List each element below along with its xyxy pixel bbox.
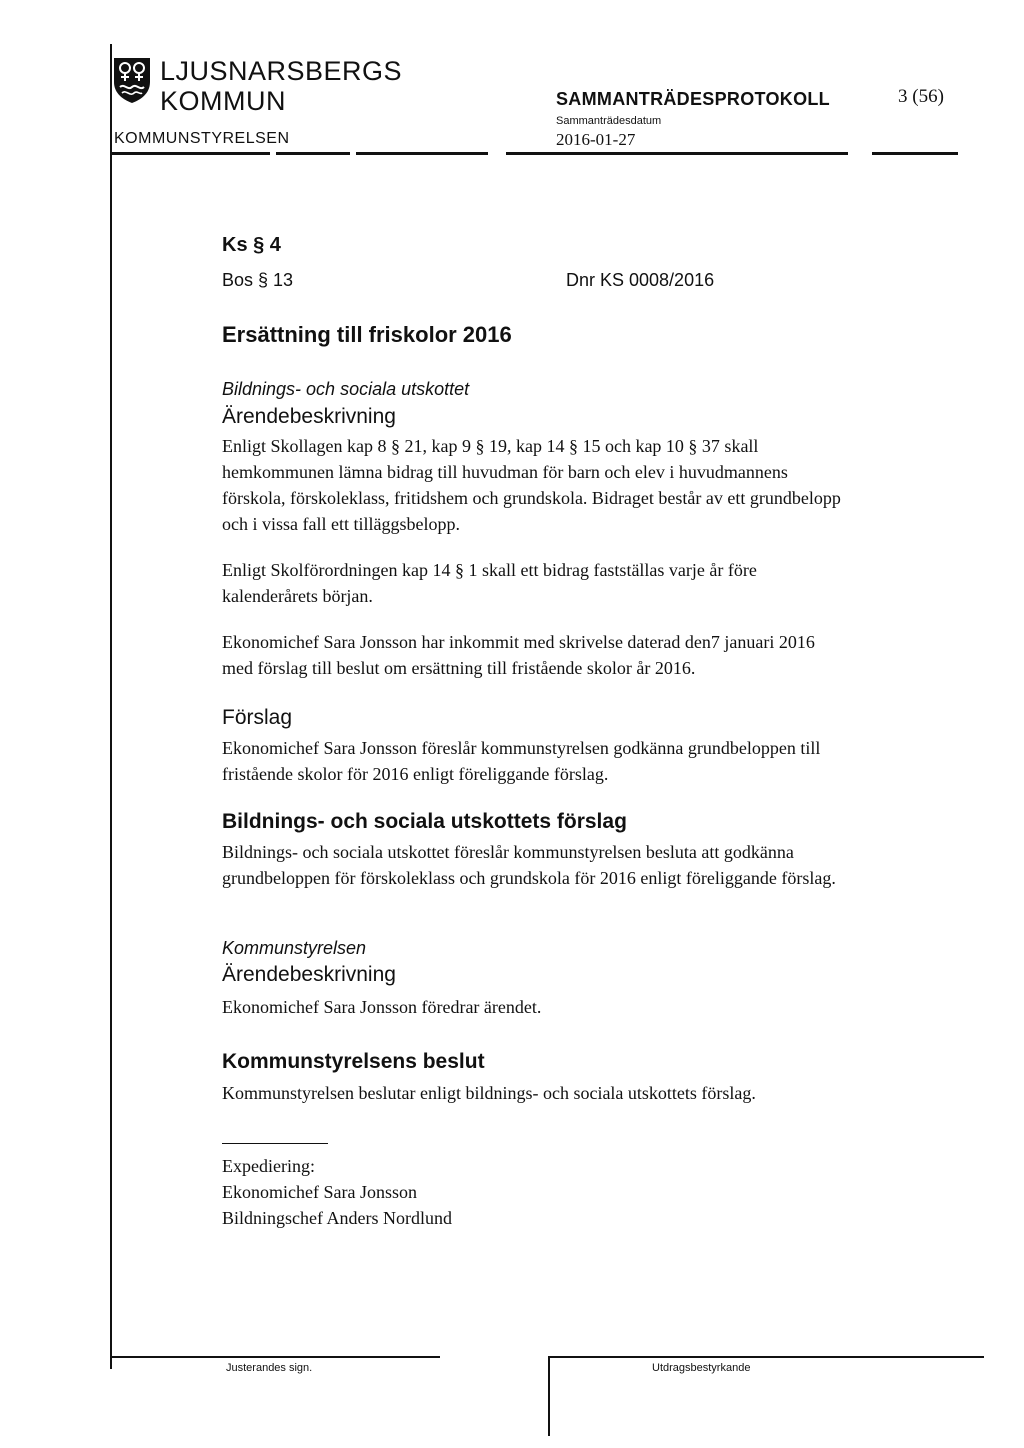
board-heading: Kommunstyrelsen (222, 938, 367, 958)
decision-paragraph: Kommunstyrelsen beslutar enligt bildnings- och sociala utskottets förslag. (222, 1083, 756, 1103)
board-case-description-heading: Ärendebeskrivning (222, 963, 396, 986)
expedition-list: Expediering: Ekonomichef Sara Jonsson Bildningschef Anders Nordlund (222, 1156, 452, 1228)
board-name: KOMMUNSTYRELSEN (114, 130, 290, 147)
bos-paragraph-number: Bos § 13 (222, 270, 294, 290)
case-description-paragraph: Enligt Skollagen kap 8 § 21, kap 9 § 19, kap 14 § 15 och kap 10 § 37 skall hemkommunen lämna bidrag till huvudman för barn och elev i huvudmannens förskola, förskoleklass, fritidshem och grundskola. Bidraget består av ett grundbelopp och i vissa fall ett tilläggsbelopp. (222, 436, 841, 534)
submission-paragraph: Ekonomichef Sara Jonsson har inkommit med skrivelse daterad den7 januari 2016 med förslag till beslut om ersättning till fristående skolor år 2016. (222, 632, 815, 678)
certification-label: Utdragsbestyrkande (652, 1362, 751, 1374)
proposal-heading: Förslag (222, 706, 293, 729)
footer-rule (110, 1356, 440, 1358)
date-label: Sammanträdesdatum (556, 115, 662, 127)
organization-name-line2: KOMMUN (160, 86, 286, 116)
committee-proposal-heading: Bildnings- och sociala utskottets förslag (222, 810, 627, 833)
case-description-heading: Ärendebeskrivning (222, 405, 396, 428)
organization-name: LJUSNARSBERGS (160, 56, 403, 86)
proposal-paragraph: Ekonomichef Sara Jonsson föreslår kommunstyrelsen godkänna grundbeloppen till fristående skolor för 2016 enligt föreliggande förslag. (222, 738, 821, 784)
margin-rule (110, 44, 112, 1369)
footer-rule (548, 1356, 984, 1358)
decision-heading: Kommunstyrelsens beslut (222, 1050, 485, 1073)
header-rule (276, 152, 350, 155)
signature-label: Justerandes sign. (226, 1362, 313, 1374)
page-number: 3 (56) (898, 86, 944, 107)
meeting-date: 2016-01-27 (556, 130, 636, 149)
header-rule (112, 152, 270, 155)
ks-paragraph-number: Ks § 4 (222, 234, 281, 256)
municipal-coat-of-arms-logo (112, 56, 152, 104)
document-type: SAMMANTRÄDESPROTOKOLL (556, 89, 830, 109)
committee-heading: Bildnings- och sociala utskottet (222, 379, 470, 399)
header-rule (872, 152, 958, 155)
regulation-paragraph: Enligt Skolförordningen kap 14 § 1 skall ett bidrag fastställas varje år före kalenderårets början. (222, 560, 757, 606)
header-rule (506, 152, 848, 155)
diary-number: Dnr KS 0008/2016 (566, 270, 715, 290)
committee-proposal-paragraph: Bildnings- och sociala utskottet föreslår kommunstyrelsen besluta att godkänna grundbeloppen för förskoleklass och grundskola för 2016 enligt föreliggande förslag. (222, 842, 836, 888)
header-rule (356, 152, 488, 155)
board-case-description-paragraph: Ekonomichef Sara Jonsson föredrar ärendet. (222, 997, 542, 1017)
footer-divider (548, 1356, 550, 1436)
case-title: Ersättning till friskolor 2016 (222, 322, 512, 347)
expedition-separator (222, 1143, 328, 1144)
